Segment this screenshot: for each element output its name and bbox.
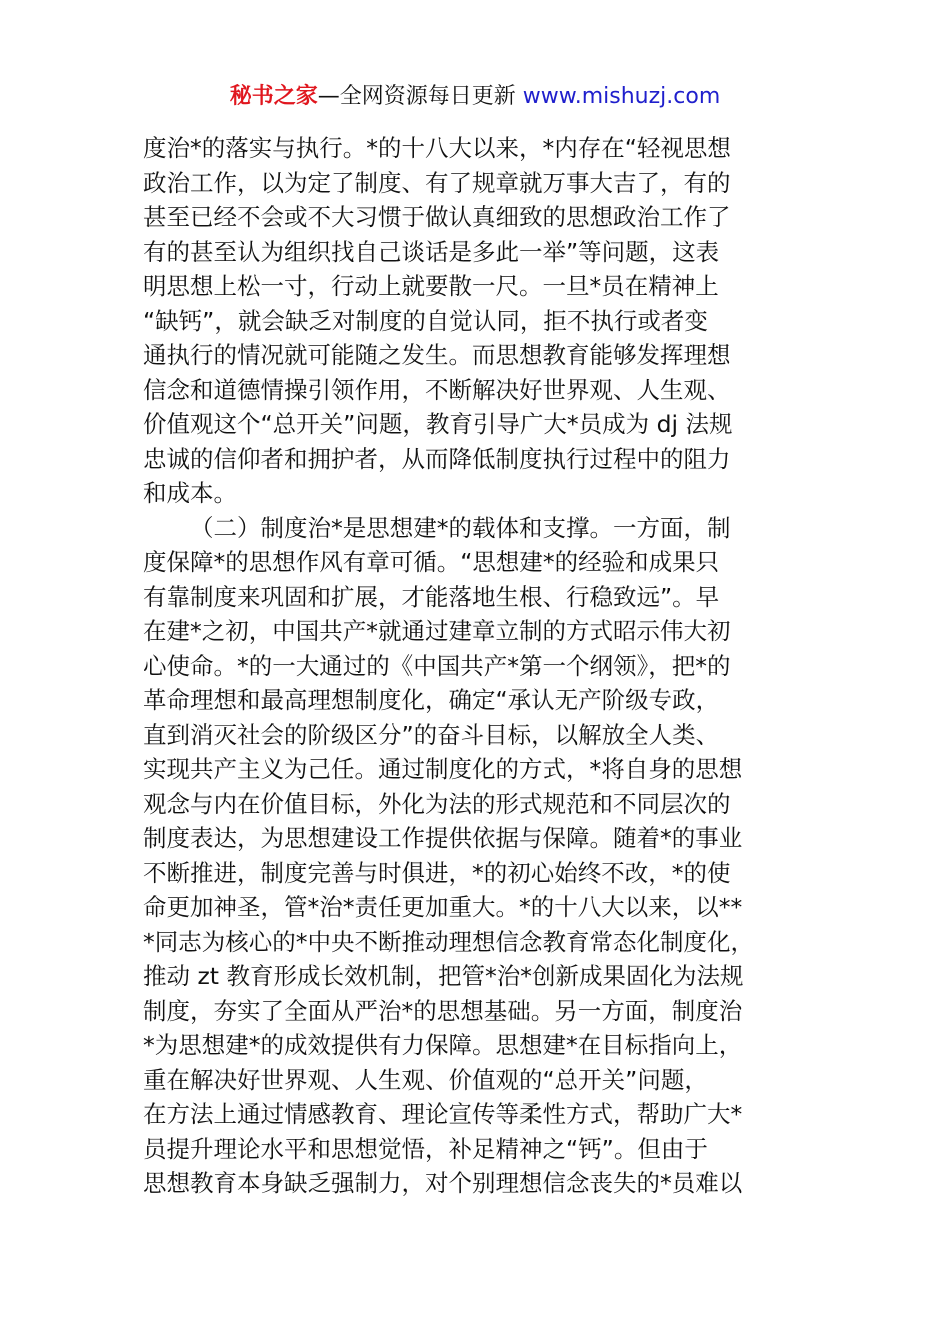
text-line: 思想教育本身缺乏强制力，对个别理想信念丧失的*员难以 bbox=[143, 1169, 743, 1197]
text-line: 命更加神圣，管*治*责任更加重大。*的十八大以来，以** bbox=[143, 893, 743, 921]
text-line: 有靠制度来巩固和扩展，才能落地生根、行稳致远”。早 bbox=[143, 582, 720, 611]
text-line: *为思想建*的成效提供有力保障。思想建*在目标指向上， bbox=[143, 1031, 743, 1059]
text-line: 度保障*的思想作风有章可循。“思想建*的经验和成果只 bbox=[143, 548, 720, 576]
text-line: 在方法上通过情感教育、理论宣传等柔性方式，帮助广大* bbox=[143, 1100, 743, 1128]
text-line: 重在解决好世界观、人生观、价值观的“总开关”问题， bbox=[143, 1065, 708, 1094]
text-line: 推动 zt 教育形成长效机制，把管*治*创新成果固化为法规 bbox=[143, 962, 744, 990]
document-body bbox=[143, 131, 823, 1201]
header-tagline: —全网资源每日更新 bbox=[317, 84, 523, 109]
text-line: 直到消灭社会的阶级区分”的奋斗目标，以解放全人类、 bbox=[143, 720, 720, 749]
text-line: 心使命。*的一大通过的《中国共产*第一个纲领》，把*的 bbox=[143, 651, 731, 680]
text-line: 制度，夯实了全面从严治*的思想基础。另一方面，制度治 bbox=[143, 996, 743, 1025]
text-line: 通执行的情况就可能随之发生。而思想教育能够发挥理想 bbox=[143, 341, 731, 369]
text-line: 观念与内在价值目标，外化为法的形式规范和不同层次的 bbox=[143, 789, 731, 818]
text-line: 员提升理论水平和思想觉悟，补足精神之“钙”。但由于 bbox=[143, 1134, 708, 1163]
text-line: 在建*之初，中国共产*就通过建章立制的方式昭示伟大初 bbox=[143, 617, 731, 645]
text-line: *同志为核心的*中央不断推动理想信念教育常态化制度化， bbox=[143, 927, 754, 956]
site-header bbox=[0, 80, 950, 114]
brand-name: 秘书之家 bbox=[229, 84, 318, 109]
paragraph-start-line: （二）制度治*是思想建*的载体和支撑。一方面，制 bbox=[190, 513, 731, 542]
text-line: “缺钙”，就会缺乏对制度的自觉认同，拒不执行或者变 bbox=[143, 306, 708, 335]
text-line: 明思想上松一寸，行动上就要散一尺。一旦*员在精神上 bbox=[143, 272, 719, 300]
text-line: 信念和道德情操引领作用，不断解决好世界观、人生观、 bbox=[143, 375, 731, 404]
text-line: 甚至已经不会或不大习惯于做认真细致的思想政治工作了 bbox=[143, 203, 731, 231]
text-line: 忠诚的信仰者和拥护者，从而降低制度执行过程中的阻力 bbox=[143, 444, 731, 473]
text-line: 有的甚至认为组织找自己谈话是多此一举”等问题，这表 bbox=[143, 237, 720, 266]
text-line: 制度表达，为思想建设工作提供依据与保障。随着*的事业 bbox=[143, 824, 743, 852]
site-url[interactable]: www.mishuzj.com bbox=[522, 84, 721, 109]
text-line: 不断推进，制度完善与时俱进，*的初心始终不改，*的使 bbox=[143, 858, 731, 887]
text-line: 政治工作，以为定了制度、有了规章就万事大吉了，有的 bbox=[143, 168, 731, 197]
text-line: 和成本。 bbox=[143, 479, 237, 507]
text-line: 革命理想和最高理想制度化，确定“承认无产阶级专政， bbox=[143, 686, 720, 714]
text-line: 度治*的落实与执行。*的十八大以来，*内存在“轻视思想 bbox=[143, 134, 731, 162]
text-line: 实现共产主义为己任。通过制度化的方式，*将自身的思想 bbox=[143, 755, 743, 783]
text-line: 价值观这个“总开关”问题，教育引导广大*员成为 dj 法规 bbox=[143, 410, 733, 438]
